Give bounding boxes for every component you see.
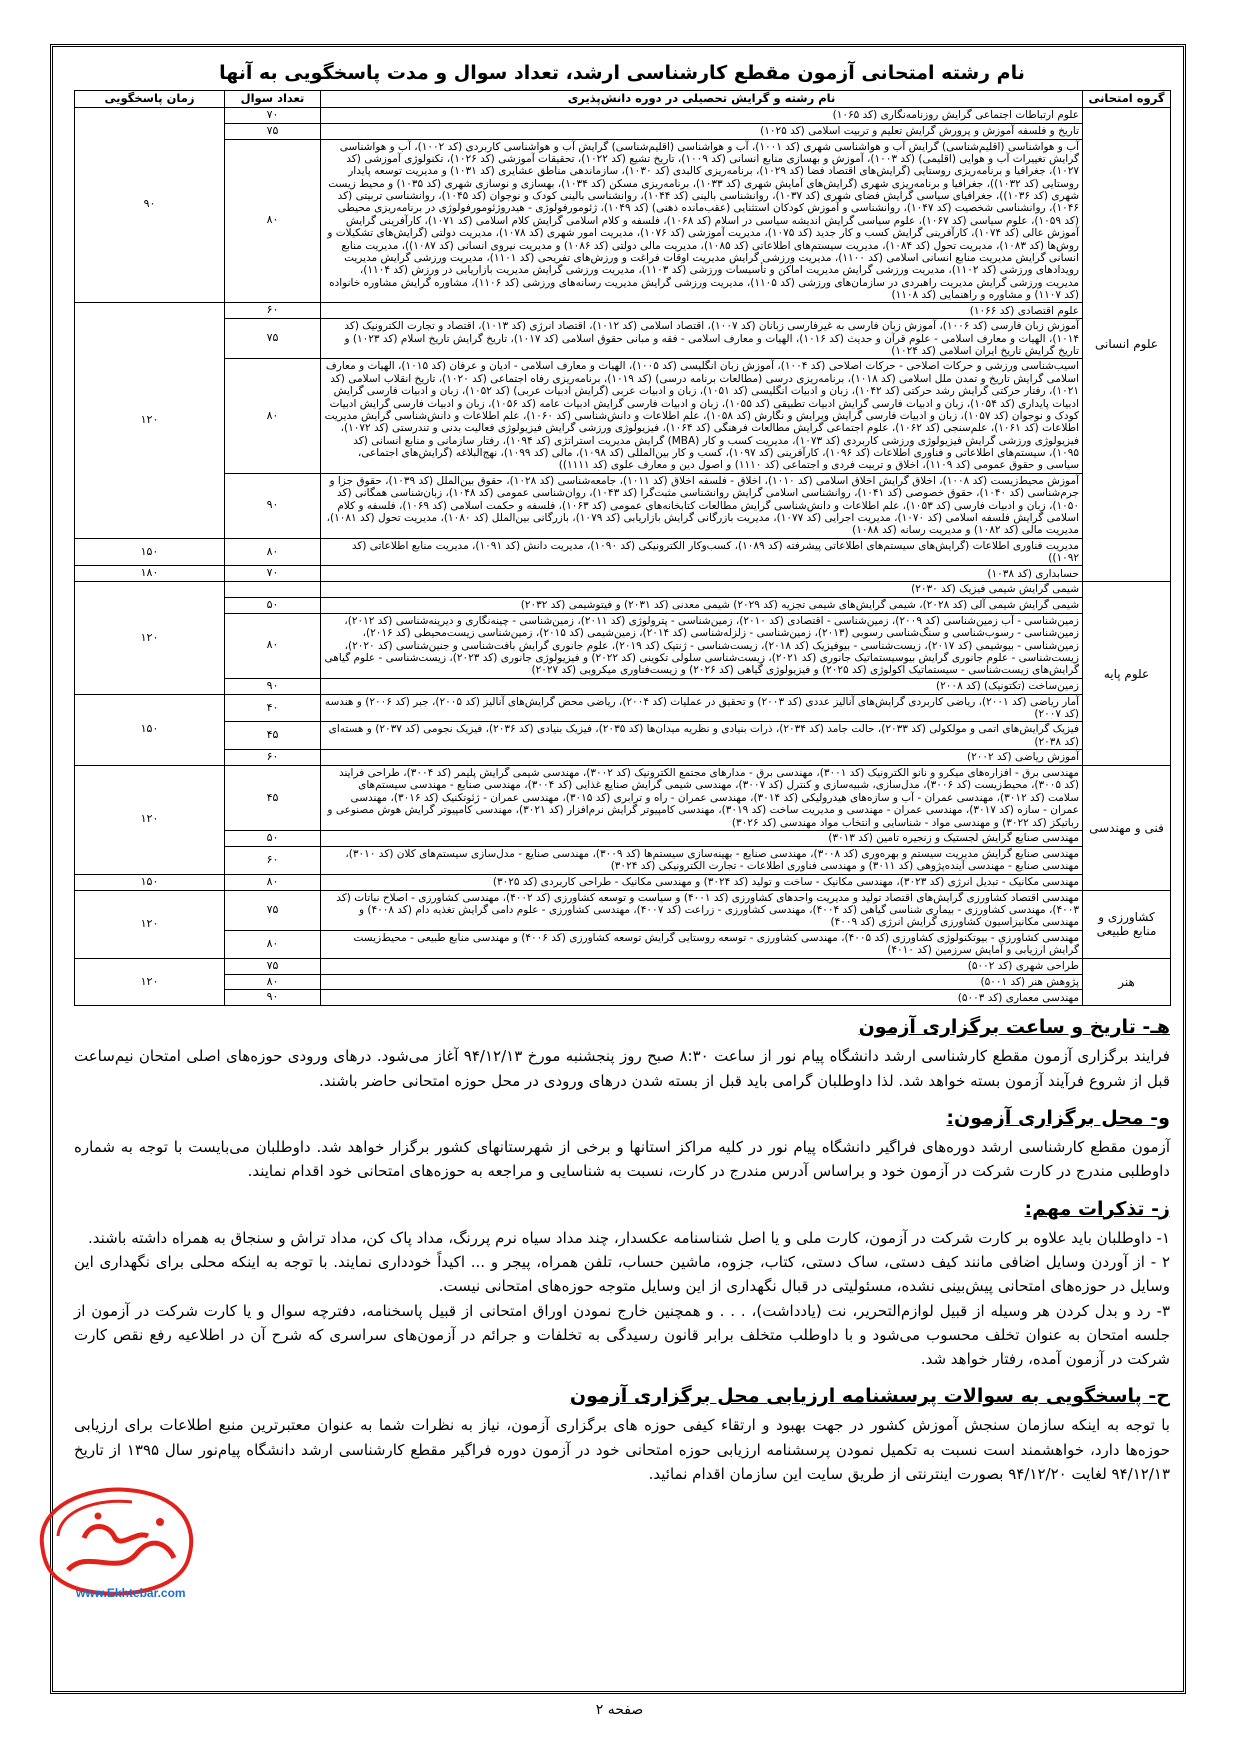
question-count-cell: ۸۰ xyxy=(225,359,321,473)
header-field: نام رشته و گرایش تحصیلی در دوره دانش‌پذیری xyxy=(321,91,1083,108)
question-count-cell: ۷۵ xyxy=(225,123,321,139)
question-count-cell: ۹۰ xyxy=(225,473,321,538)
field-name-cell: زمین‌شناسی - آب زمین‌شناسی (کد ۲۰۰۹)، زمین‌شناسی - اقتصادی (کد ۲۰۱۰)، زمین‌شناسی - پترولوژی (کد ۲۰۱۱)، زمین‌شناسی - چینه‌نگاری و دیرینه‌شناسی (کد ۲۰۱۲)، زمین‌شناسی - رسوب‌شناسی و سنگ‌شناسی رسوبی (۲۰۱۳)، زمین‌شناسی - زلزله‌شناسی (کد ۲۰۱۴)، زمین‌شیمی (کد ۲۰۱۵)، زمین‌شناسی زیست‌محیطی (کد ۲۰۱۶)، زمین‌شناسی - بیوشیمی (کد ۲۰۱۷)، زیست‌شناسی - بیوفیزیک (کد ۲۰۱۸)، زیست‌شناسی - ژنتیک (کد ۲۰۱۹)، علوم جانوری گرایش بافت‌شناسی و جنین‌شناسی (کد ۲۰۲۰)، زیست‌شناسی - علوم جانوری گرایش بیوسیستماتیک جانوری (کد ۲۰۲۱)، زیست‌شناسی سلولی تکوینی (کد ۲۰۲۲) و فیزیولوژی جانوری (کد ۲۰۲۳)، زیست‌شناسی - علوم گیاهی گرایش‌های زیست‌شناسی - سیستماتیک اکولوژی (کد ۲۰۲۵) و فیزیولوژی گیاهی (کد ۲۰۲۶) و زیست‌فناوری میکروبی (کد ۲۰۲۷) xyxy=(321,613,1083,678)
group-name-cell: هنر xyxy=(1083,958,1171,1006)
table-body xyxy=(75,107,1171,1006)
question-count-cell: ۷۰ xyxy=(225,566,321,582)
section-body xyxy=(74,1044,1170,1093)
field-name-cell: مهندسی صنایع گرایش مدیریت سیستم و بهره‌وری (کد ۳۰۰۸)، مهندسی صنایع - بهینه‌سازی سیستم‌ها (کد ۳۰۰۹)، مهندسی صنایع - مدل‌سازی سیستم‌های کلان (کد ۳۰۱۰)، مهندسی صنایع - مهندسی آینده‌پژوهی (کد ۳۰۱۱) و مهندسی فناوری اطلاعات - تجارت الکترونیکی (کد ۳۰۲۴) xyxy=(321,846,1083,874)
table-row xyxy=(75,566,1171,582)
question-count-cell: ۸۰ xyxy=(225,613,321,678)
field-name-cell: مهندسی برق - افزاره‌های میکرو و نانو الکترونیک (کد ۳۰۰۱)، مهندسی برق - مدارهای مجتمع الکترونیک (کد ۳۰۰۲)، مهندسی شیمی گرایش پلیمر (کد ۳۰۰۴)، طراحی فرایند (کد ۳۰۰۵)، محیط‌زیست (کد ۳۰۰۶)، مدل‌سازی، شبیه‌سازی و کنترل (کد ۳۰۰۷)، مهندسی شیمی گرایش صنایع غذایی (کد ۳۰۰۴)، مهندسی صنایع - مهندسی سیستم‌های سلامت (کد ۳۰۱۲)، مهندسی عمران - آب و سازه‌های هیدرولیکی (کد ۳۰۱۴)، مهندسی عمران - راه و ترابری (کد ۳۰۱۵)، مهندسی عمران - ژئوتکنیک (کد ۳۰۱۶)، مهندسی عمران - سازه (کد ۳۰۱۷)، مهندسی عمران - مهندسی و مدیریت ساخت (کد ۳۰۱۹)، مهندسی کامپیوتر گرایش نرم‌افزار (کد ۳۰۲۱)، مهندسی کامپیوتر گرایش هوش مصنوعی و رباتیکز (کد ۳۰۲۲) و مهندسی مواد - شناسایی و انتخاب مواد مهندسی (کد ۳۰۲۶) xyxy=(321,766,1083,831)
table-row xyxy=(75,107,1171,123)
field-name-cell: مهندسی کشاورزی - بیوتکنولوژی کشاورزی (کد ۴۰۰۵)، مهندسی کشاورزی - توسعه روستایی گرایش توسعه کشاورزی (کد ۴۰۰۶) و مهندسی منابع طبیعی - محیط‌زیست گرایش ارزیابی و آمایش سرزمین (کد ۴۰۱۰) xyxy=(321,930,1083,958)
question-count-cell: ۵۰ xyxy=(225,597,321,613)
section-paragraph: ۳- رد و بدل کردن هر وسیله از قبیل لوازم‌التحریر، نت (یادداشت)، . . . و همچنین خارج نمودن اوراق امتحانی از قبیل پاسخنامه، دفترچه سوال و یا کارت شرکت در آزمون از جلسه امتحان به عنوان تخلف محسوب می‌شود و با داوطلب متخلف برابر قانون رسیدگی به تخلفات و جرائم در آزمون‌های سراسری که شرح آن در اطلاعیه رفع نقص کارت شرکت در آزمون آمده، رفتار خواهد شد. xyxy=(74,1301,1170,1369)
question-count-cell: ۴۵ xyxy=(225,766,321,831)
question-count-cell: ۴۰ xyxy=(225,694,321,722)
question-count-cell: ۹۰ xyxy=(225,990,321,1006)
section-paragraph: با توجه به اینکه سازمان سنجش آموزش کشور در جهت بهبود و ارتقاء کیفی حوزه های برگزاری آزمون، نیاز به نظرات شما به عنوان معتبرترین منبع اطلاعات برای ارزیابی حوزه‌ها دارد، خواهشمند است نسبت به تکمیل نمودن پرسشنامه ارزیابی حوزه امتحانی خود در آزمون دوره فراگیر مقطع کارشناسی ارشد دانشگاه پیام‌نور سال ۱۳۹۵ از تاریخ ۹۴/۱۲/۱۳ لغایت ۹۴/۱۲/۲۰ بصورت اینترنتی از طریق سایت این سازمان اقدام نمائید. xyxy=(74,1416,1171,1483)
question-count-cell: ۸۰ xyxy=(225,538,321,566)
field-name-cell: فیزیک گرایش‌های اتمی و مولکولی (کد ۲۰۳۳)، حالت جامد (کد ۲۰۳۴)، ذرات بنیادی و نظریه میدان‌ها (کد ۲۰۳۵)، فیزیک بنیادی (کد ۲۰۳۶)، فیزیک نجومی (کد ۲۰۳۷) و هسته‌ای (کد ۲۰۳۸) xyxy=(321,722,1083,750)
table-row xyxy=(75,597,1171,613)
table-row xyxy=(75,874,1171,890)
question-count-cell: ۷۰ xyxy=(225,107,321,123)
question-count-cell xyxy=(225,582,321,597)
table-header-row xyxy=(75,91,1171,108)
table-row xyxy=(75,974,1171,990)
table-row xyxy=(75,473,1171,538)
answer-time-cell: ۱۵۰ xyxy=(75,694,225,765)
table-row xyxy=(75,359,1171,473)
field-name-cell: آموزش زبان فارسی (کد ۱۰۰۶)، آموزش زبان فارسی به غیرفارسی زبانان (کد ۱۰۰۷)، اقتصاد اسلامی (کد ۱۰۱۲)، اقتصاد انرژی (کد ۱۰۱۳)، اقتصاد و تجارت الکترونیک (کد ۱۰۱۴)، الهیات و معارف اسلامی - علوم قرآن و حدیث (کد ۱۰۱۶)، الهیات و معارف اسلامی - فقه و مبانی حقوق اسلامی (کد ۱۰۱۷)، تاریخ گرایش تاریخ اسلام (کد ۱۰۲۳) و تاریخ گرایش تاریخ ایران اسلامی (کد ۱۰۲۴) xyxy=(321,319,1083,359)
table-row xyxy=(75,319,1171,359)
page-number: صفحه ۲ xyxy=(595,1702,644,1718)
section-body xyxy=(74,1413,1170,1486)
field-name-cell: آمار ریاضی (کد ۲۰۰۱)، ریاضی کاربردی گرایش‌های آنالیز عددی (کد ۲۰۰۳) و تحقیق در عملیات (کد ۲۰۰۴)، ریاضی محض گرایش‌های آنالیز (کد ۲۰۰۵)، جبر (کد ۲۰۰۶) و هندسه (کد ۲۰۰۷) xyxy=(321,694,1083,722)
answer-time-cell: ۱۵۰ xyxy=(75,538,225,566)
question-count-cell: ۷۵ xyxy=(225,890,321,930)
watermark-url: www.Ekhtebar.com xyxy=(76,1586,186,1600)
answer-time-cell: ۱۲۰ xyxy=(75,582,225,694)
question-count-cell: ۸۰ xyxy=(225,974,321,990)
field-name-cell: پژوهش هنر (کد ۵۰۰۱) xyxy=(321,974,1083,990)
section-title: ح- پاسخگویی به سوالات پرسشنامه ارزیابی محل برگزاری آزمون xyxy=(569,1385,1170,1408)
answer-time-cell: ۱۲۰ xyxy=(75,766,225,875)
table-row xyxy=(75,694,1171,722)
field-name-cell: شیمی گرایش شیمی فیزیک (کد ۲۰۳۰) xyxy=(321,582,1083,597)
answer-time-cell: ۹۰ xyxy=(75,107,225,303)
field-name-cell: اسیب‌شناسی ورزشی و حرکات اصلاحی - حرکات اصلاحی (کد ۱۰۰۴)، آموزش زبان انگلیسی (کد ۱۰۰۵)، الهیات و معارف اسلامی - ادیان و عرفان (کد ۱۰۱۵)، الهیات و معارف اسلامی گرایش تاریخ و تمدن ملل اسلامی (کد ۱۰۱۸)، برنامه‌ریزی درسی (مطالعات برنامه درسی) (کد ۱۰۱۹)، برنامه‌ریزی رفاه اجتماعی (کد ۱۰۲۰)، تاریخ انقلاب اسلامی (کد ۱۰۲۱)، رفتار حرکتی گرایش رشد حرکتی (کد ۱۰۴۲)، زبان و ادبیات انگلیسی (کد ۱۰۵۱)، زبان و ادبیات عربی (گرایش ادبیات عربی) (کد ۱۰۵۲)، زبان و ادبیات فارسی گرایش ادبیات پایداری (کد ۱۰۵۴)، زبان و ادبیات فارسی گرایش ادبیات تطبیقی (کد ۱۰۵۵)، زبان و ادبیات فارسی گرایش ادبیات عامه (کد ۱۰۵۶)، زبان و ادبیات فارسی گرایش ادبیات کودک و نوجوان (کد ۱۰۵۷)، زبان و ادبیات فارسی گرایش ویرایش و نگارش (کد ۱۰۵۸)، علم اطلاعات و دانش‌شناسی (کد ۱۰۶۰)، علم اطلاعات و دانش‌شناسی گرایش مدیریت اطلاعات (کد ۱۰۶۱)، علم‌سنجی (کد ۱۰۶۲)، علوم اجتماعی گرایش مطالعات فرهنگی (کد ۱۰۶۴)، فیزیولوژی ورزشی گرایش فیزیولوژی فعالیت بدنی و تندرستی (کد ۱۰۷۲)، فیزیولوژی ورزشی گرایش فیزیولوژی ورزشی کاربردی (کد ۱۰۷۳)، مدیریت کسب و کار (MBA) گرایش مدیریت استراتژی (کد ۱۰۹۴)، رفتار سازمانی و منابع انسانی (کد ۱۰۹۵)، سیستم‌های اطلاعاتی و فناوری اطلاعات (کد ۱۰۹۶)، کارآفرینی (کد ۱۰۹۷)، کسب و کار بین‌المللی (کد ۱۰۹۸)، مالی (کد ۱۰۹۹)، نهج‌البلاغه (گرایش‌های اجتماعی، سیاسی و حقوق عمومی (کد ۱۱۰۹)، اخلاق و تربیت فردی و اجتماعی (کد ۱۱۱۰) و اصول دین و معارف علوی (کد ۱۱۱۱)) xyxy=(321,359,1083,473)
table-row xyxy=(75,139,1171,303)
field-name-cell: آموزش محیط‌زیست (کد ۱۰۰۸)، اخلاق گرایش اخلاق اسلامی (کد ۱۰۱۰)، اخلاق - فلسفه اخلاق (کد ۱۰۱۱)، جامعه‌شناسی (کد ۱۰۲۸)، حقوق بین‌الملل (کد ۱۰۳۹)، حقوق جزا و جرم‌شناسی (کد ۱۰۴۰)، حقوق خصوصی (کد ۱۰۴۱)، روانشناسی اسلامی گرایش روانشناسی مثبت‌گرا (کد ۱۰۴۳)، روان‌شناسی عمومی (کد ۱۰۴۸)، زبان‌شناسی همگانی (کد ۱۰۵۰)، زبان و ادبیات فارسی (کد ۱۰۵۳)، علم اطلاعات و دانش‌شناسی گرایش مطالعات کتابخانه‌های عمومی (کد ۱۰۶۳)، فلسفه و حکمت اسلامی (کد ۱۰۶۹)، فلسفه و کلام اسلامی گرایش فلسفه اسلامی (کد ۱۰۷۰)، مدیریت اجرایی (کد ۱۰۷۷)، مدیریت بازرگانی گرایش بازاریابی (کد ۱۰۷۹)، بازرگانی بین‌الملل (کد ۱۰۸۰)، مدیریت تحول (کد ۱۰۸۱)، مدیریت مالی (کد ۱۰۸۲) و مدیریت رسانه (کد ۱۰۸۸) xyxy=(321,473,1083,538)
field-name-cell: شیمی گرایش شیمی آلی (کد ۲۰۲۸)، شیمی گرایش‌های شیمی تجزیه (کد ۲۰۲۹) شیمی معدنی (کد ۲۰۳۱) و فیتوشیمی (کد ۲۰۳۲) xyxy=(321,597,1083,613)
section-title: هـ- تاریخ و ساعت برگزاری آزمون xyxy=(858,1016,1170,1039)
exam-fields-table xyxy=(74,90,1171,1006)
section-body xyxy=(74,1226,1170,1372)
question-count-cell: ۶۰ xyxy=(225,303,321,319)
info-sections xyxy=(74,1016,1170,1486)
document-content xyxy=(74,62,1170,1486)
group-name-cell: علوم پایه xyxy=(1083,582,1171,766)
field-name-cell: علوم ارتباطات اجتماعی گرایش روزنامه‌نگاری (کد ۱۰۶۵) xyxy=(321,107,1083,123)
section-body xyxy=(74,1135,1170,1184)
table-row xyxy=(75,303,1171,319)
table-row xyxy=(75,722,1171,750)
question-count-cell: ۵۰ xyxy=(225,830,321,846)
table-row xyxy=(75,678,1171,694)
group-name-cell: فنی و مهندسی xyxy=(1083,766,1171,891)
field-name-cell: مهندسی معماری (کد ۵۰۰۳) xyxy=(321,990,1083,1006)
question-count-cell: ۶۰ xyxy=(225,846,321,874)
field-name-cell: آموزش ریاضی (کد ۲۰۰۲) xyxy=(321,750,1083,766)
table-row xyxy=(75,830,1171,846)
answer-time-cell: ۱۲۰ xyxy=(75,958,225,1006)
answer-time-cell: ۱۵۰ xyxy=(75,874,225,890)
question-count-cell: ۸۰ xyxy=(225,930,321,958)
section-paragraph: فرایند برگزاری آزمون مقطع کارشناسی ارشد دانشگاه پیام نور از ساعت ۸:۳۰ صبح روز پنجشنبه مورخ ۹۴/۱۲/۱۳ آغاز می‌شود. درهای ورودی حوزه‌های اصلی امتحان نیم‌ساعت قبل از شروع فرآیند آزمون بسته خواهد شد. لذا داوطلبان گرامی باید قبل از بسته شدن درهای ورودی در محل حوزه امتحانی حاضر باشند. xyxy=(74,1047,1170,1090)
field-name-cell: مهندسی اقتصاد کشاورزی گرایش‌های اقتصاد تولید و مدیریت واحدهای کشاورزی (کد ۴۰۰۱) و سیاست و توسعه کشاورزی (کد ۴۰۰۲)، مهندسی کشاورزی - اصلاح نباتات (کد ۴۰۰۳)، مهندسی کشاورزی - بیماری شناسی گیاهی (کد ۴۰۰۴)، مهندسی کشاورزی - زراعت (کد ۴۰۰۷)، مهندسی کشاورزی - علوم دامی گرایش تغذیه دام (کد ۴۰۰۸) و مهندسی مکانیزاسیون کشاورزی گرایش انرژی (کد ۴۰۰۹) xyxy=(321,890,1083,930)
question-count-cell: ۶۰ xyxy=(225,750,321,766)
table-row xyxy=(75,538,1171,566)
table-row xyxy=(75,846,1171,874)
table-row xyxy=(75,613,1171,678)
header-count: تعداد سوال xyxy=(225,91,321,108)
header-group: گروه امتحانی xyxy=(1083,91,1171,108)
table-row xyxy=(75,990,1171,1006)
question-count-cell: ۷۵ xyxy=(225,319,321,359)
field-name-cell: آب و هواشناسی (اقلیم‌شناسی) گرایش آب و هواشناسی شهری (کد ۱۰۰۱)، آب و هواشناسی (اقلیم‌شناسی) گرایش آب و هواشناسی کاربردی (کد ۱۰۰۲)، آب و هواشناسی گرایش تغییرات آب و هوایی (اقلیمی) (کد ۱۰۰۳)، آموزش و بهسازی منابع انسانی (کد ۱۰۰۹)، تاریخ تشیع (کد ۱۰۲۲)، تحقیقات آموزشی (کد ۱۰۲۶)، تکنولوژی آموزشی (کد ۱۰۲۷)، جغرافیا و برنامه‌ریزی روستایی (گرایش‌های اقتصاد فضا (کد ۱۰۲۹)، برنامه‌ریزی کالبدی (کد ۱۰۳۰)، سازماندهی مناطق عشایری (کد ۱۰۳۱) و مدیریت توسعه پایدار روستایی (کد ۱۰۳۲))، جغرافیا و برنامه‌ریزی شهری (گرایش‌های آمایش شهری (کد ۱۰۳۳)، برنامه‌ریزی مسکن (کد ۱۰۳۴)، بهسازی و نوسازی شهری (کد ۱۰۳۵) و محیط زیست شهری (کد ۱۰۳۶))، جغرافیای سیاسی گرایش فضای شهری (کد ۱۰۳۷)، روانشناسی بالینی (کد ۱۰۴۴)، روانشناسی بالینی کودک و نوجوان (کد ۱۰۴۵)، روانشناسی تربیتی (کد ۱۰۴۶)، روانشناسی شخصیت (کد ۱۰۴۷)، روانشناسی و آموزش کودکان استثنایی (عقب‌مانده ذهنی) (کد ۱۰۴۹)، ژئومورفولوژی - هیدروژئومورفولوژی در برنامه‌ریزی محیطی (کد ۱۰۵۹)، علوم سیاسی (کد ۱۰۶۷)، علوم سیاسی گرایش اندیشه سیاسی در اسلام (کد ۱۰۶۸)، فلسفه و کلام اسلامی گرایش کلام اسلامی (کد ۱۰۷۱)، کارآفرینی گرایش آموزش عالی (کد ۱۰۷۴)، کارآفرینی گرایش کسب و کار جدید (کد ۱۰۷۵)، مدیریت آموزشی (کد ۱۰۷۶)، مدیریت امور شهری (کد ۱۰۷۸)، مدیریت دولتی (گرایش‌های تشکیلات و روش‌ها (کد ۱۰۸۳)، مدیریت تحول (کد ۱۰۸۴)، مدیریت سیستم‌های اطلاعاتی (کد ۱۰۸۵)، مدیریت مالی دولتی (کد ۱۰۸۶) و مدیریت نیروی انسانی (کد ۱۰۸۷))، مدیریت منابع انسانی گرایش مدیریت منابع انسانی اسلامی (کد ۱۱۰۰)، مدیریت ورزشی گرایش مدیریت اوقات فراغت و ورزش‌های تفریحی (کد ۱۱۰۱)، مدیریت ورزشی گرایش مدیریت رویدادهای ورزشی (کد ۱۱۰۲)، مدیریت ورزشی گرایش مدیریت اماکن و تأسیسات ورزشی (کد ۱۱۰۳)، مدیریت ورزشی گرایش مدیریت بازاریابی در ورزش (کد ۱۱۰۴)، مدیریت ورزشی گرایش مدیریت راهبردی در سازمان‌های ورزشی (کد ۱۱۰۵)، مدیریت ورزشی گرایش مدیریت رسانه‌های ورزشی (کد ۱۱۰۶)، مشاوره گرایش مشاوره خانواده (کد ۱۱۰۷) و مشاوره و راهنمایی (کد ۱۱۰۸) xyxy=(321,139,1083,303)
group-name-cell: علوم انسانی xyxy=(1083,107,1171,582)
question-count-cell: ۴۵ xyxy=(225,722,321,750)
field-name-cell: علوم اقتصادی (کد ۱۰۶۶) xyxy=(321,303,1083,319)
answer-time-cell: ۱۲۰ xyxy=(75,890,225,958)
question-count-cell: ۸۰ xyxy=(225,874,321,890)
field-name-cell: حسابداری (کد ۱۰۳۸) xyxy=(321,566,1083,582)
question-count-cell: ۸۰ xyxy=(225,139,321,303)
field-name-cell: زمین‌ساخت (تکتونیک) (کد ۲۰۰۸) xyxy=(321,678,1083,694)
table-row xyxy=(75,958,1171,974)
question-count-cell: ۹۰ xyxy=(225,678,321,694)
section-paragraph: ۲ - از آوردن وسایل اضافی مانند کیف دستی، ساک دستی، کتاب، جزوه، ماشین حساب، تلفن همراه، پیجر و ... اکیداً خودداری نمایند. با توجه به اینکه محلی برای نگهداری این وسایل در حوزه‌های امتحانی پیش‌بینی نشده، مسئولیتی در قبال نگهداری از این وسایل متوجه حوزه‌های امتحانی نیست. xyxy=(74,1252,1170,1296)
table-row xyxy=(75,750,1171,766)
group-name-cell: کشاورزی و منابع طبیعی xyxy=(1083,890,1171,958)
field-name-cell: مهندسی صنایع گرایش لجستیک و زنجیره تامین (کد ۳۰۱۳) xyxy=(321,830,1083,846)
answer-time-cell: ۱۲۰ xyxy=(75,303,225,538)
table-row xyxy=(75,766,1171,831)
table-row xyxy=(75,582,1171,597)
question-count-cell: ۷۵ xyxy=(225,958,321,974)
table-title: نام رشته امتحانی آزمون مقطع کارشناسی ارشد، تعداد سوال و مدت پاسخگویی به آنها xyxy=(219,62,1025,84)
header-time: زمان پاسخگویی xyxy=(75,91,225,108)
field-name-cell: مدیریت فناوری اطلاعات (گرایش‌های سیستم‌های اطلاعاتی پیشرفته (کد ۱۰۸۹)، کسب‌وکار الکترونیکی (کد ۱۰۹۰)، مدیریت دانش (کد ۱۰۹۱)، مدیریت منابع اطلاعاتی (کد ۱۰۹۲)) xyxy=(321,538,1083,566)
table-row xyxy=(75,890,1171,930)
section-title: و- محل برگزاری آزمون: xyxy=(946,1107,1170,1130)
section-paragraph: ۱- داوطلبان باید علاوه بر کارت شرکت در آزمون، کارت ملی و یا اصل شناسنامه عکسدار، چند مداد سیاه نرم پررنگ، مداد پاک کن، مداد تراش و سنجاق به همراه داشته باشند. xyxy=(87,1228,1170,1247)
section-paragraph: آزمون مقطع کارشناسی ارشد دوره‌های فراگیر دانشگاه پیام نور در کلیه مراکز استانها و برخی از شهرستانهای کشور برگزار خواهد شد. داوطلبان می‌بایست با توجه به شماره داوطلبی مندرج در کارت شرکت در آزمون خود و براساس آدرس مندرج در کارت، نسبت به شناسایی و مراجعه به حوزه‌های امتحانی خود اقدام نمایند. xyxy=(74,1138,1170,1181)
field-name-cell: مهندسی مکانیک - تبدیل انرژی (کد ۳۰۲۳)، مهندسی مکانیک - ساخت و تولید (کد ۳۰۲۴) و مهندسی مکانیک - طراحی کاربردی (کد ۳۰۲۵) xyxy=(321,874,1083,890)
field-name-cell: تاریخ و فلسفه آموزش و پرورش گرایش تعلیم و تربیت اسلامی (کد ۱۰۲۵) xyxy=(321,123,1083,139)
field-name-cell: طراحی شهری (کد ۵۰۰۲) xyxy=(321,958,1083,974)
table-row xyxy=(75,930,1171,958)
section-title: ز- تذکرات مهم: xyxy=(1024,1197,1170,1220)
answer-time-cell: ۱۸۰ xyxy=(75,566,225,582)
table-row xyxy=(75,123,1171,139)
